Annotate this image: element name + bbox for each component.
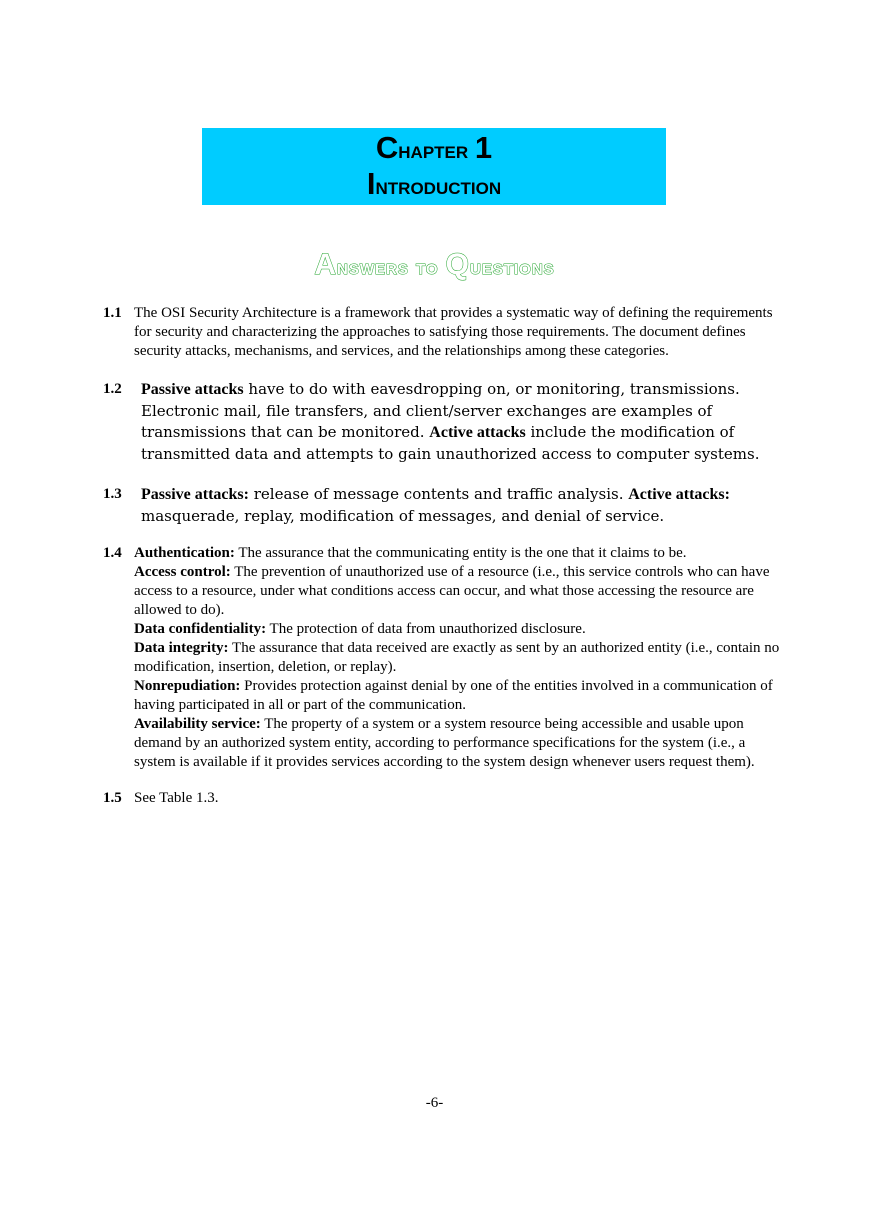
definition-text: The assurance that data received are exactly as sent by an authorized entity (i.e., contain no modification, insertion, deletion, or replay). (134, 640, 780, 675)
definition-text: The prevention of unauthorized use of a resource (i.e., this service controls who can have access to a resource, under what conditions access can occur, and what those accessing the resource are allowed to do). (134, 564, 770, 618)
definition-term: Access control: (134, 564, 231, 580)
chapter-word: hapter (398, 137, 469, 164)
answer-1-4 (103, 544, 783, 772)
chapter-title-line (202, 166, 666, 201)
section-title-w3-initial: Q (445, 248, 470, 281)
answer-1-3 (103, 484, 783, 527)
page-number: -6- (425, 1095, 444, 1111)
answer-number: 1.1 (103, 305, 122, 321)
term-passive-attacks: Passive attacks (141, 381, 244, 398)
answer-text (141, 379, 783, 465)
definition-term: Authentication: (134, 545, 235, 561)
answer-number: 1.3 (103, 486, 122, 502)
definition-term: Data integrity: (134, 640, 229, 656)
definition-term: Nonrepudiation: (134, 678, 241, 694)
answer-body (134, 789, 219, 808)
chapter-title-initial: I (366, 166, 376, 201)
answer-body (134, 304, 783, 361)
section-title-w1-rest: nswers (336, 254, 409, 279)
chapter-heading-box (202, 128, 666, 205)
section-title (0, 248, 869, 282)
definition-text: Provides protection against denial by one of the entities involved in a communication of having participated in all or part of the communication. (134, 678, 773, 713)
definition-availability-service (134, 715, 783, 772)
answer-text-part: release of message contents and traffic analysis. (248, 485, 629, 503)
answer-text: The OSI Security Architecture is a framework that provides a systematic way of defining the requirements for security and characterizing the approaches to satisfying those requirements. The document defines security attacks, mechanisms, and services, and the relationships among these categories. (134, 305, 773, 359)
answer-1-5 (103, 789, 783, 808)
definition-text: The property of a system or a system resource being accessible and usable upon demand by an authorized system entity, according to performance specifications for the system (i.e., a system is available if it provides services according to the system design whenever users request them). (134, 716, 755, 770)
section-title-w3-rest: uestions (469, 254, 555, 279)
answer-text-part: masquerade, replay, modification of messages, and denial of service. (141, 506, 665, 525)
chapter-number: 1 (474, 130, 493, 165)
answer-text (141, 484, 783, 527)
definition-data-confidentiality (134, 620, 783, 639)
answer-number: 1.2 (103, 381, 122, 397)
definition-data-integrity (134, 639, 783, 677)
definition-nonrepudiation (134, 677, 783, 715)
answer-text: See Table 1.3. (134, 790, 219, 806)
term-passive-attacks: Passive attacks: (141, 486, 249, 503)
definition-text: The protection of data from unauthorized disclosure. (266, 621, 586, 637)
section-title-w1-initial: A (314, 248, 337, 281)
chapter-initial: C (375, 130, 399, 165)
answer-text-part: include the modification of transmitted data and attempts to gain unauthorized access to computer systems. (141, 423, 760, 463)
definition-term: Availability service: (134, 716, 261, 732)
section-title-w2: to (415, 254, 439, 279)
answer-number: 1.5 (103, 790, 122, 806)
definition-text: The assurance that the communicating entity is the one that it claims to be. (234, 545, 687, 561)
chapter-number-line (202, 130, 666, 165)
answer-number: 1.4 (103, 545, 122, 561)
definition-authentication (134, 544, 783, 563)
definition-access-control (134, 563, 783, 620)
term-active-attacks: Active attacks: (628, 486, 730, 503)
answer-body (141, 379, 783, 465)
answer-1-1 (103, 304, 783, 361)
answers-list (103, 304, 783, 808)
answer-1-2 (103, 379, 783, 465)
answer-body (134, 544, 783, 772)
definition-term: Data confidentiality: (134, 621, 267, 637)
chapter-title-rest: ntroduction (375, 173, 502, 200)
term-active-attacks: Active attacks (429, 424, 526, 441)
answer-text-part: have to do with eavesdropping on, or monitoring, transmissions. Electronic mail, file transfers, and client/server exchanges are examples of transmissions that can be monitored. (141, 380, 740, 441)
answer-body (141, 484, 783, 527)
